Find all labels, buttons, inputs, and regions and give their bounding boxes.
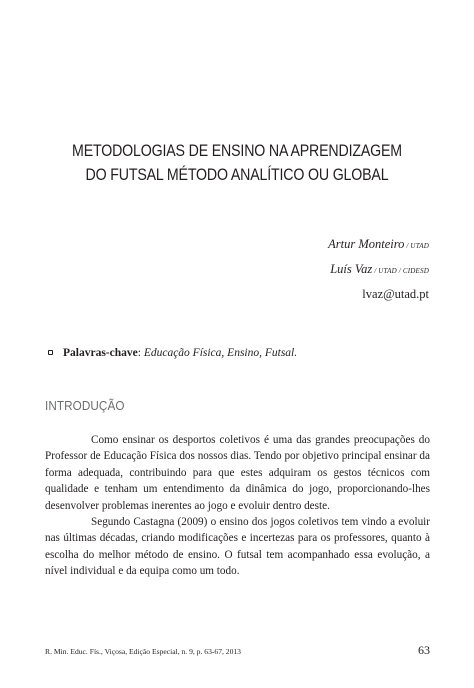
author-name: Luís Vaz [330,262,373,276]
author-email: lvaz@utad.pt [362,287,429,301]
author-line [328,233,429,258]
keywords-line [63,345,297,361]
author-affiliation: / UTAD [404,242,429,250]
body-paragraph: Como ensinar os desportos coletivos é uma das grandes preocupações do Professor de Educação Física dos nossos dias. Tendo por objetivo principal ensinar da forma adequada, contribuindo para que estes adquiram os gestos técnicos com qualidade e tenham um entendimento da dinâmica do jogo, proporcionando-lhes desenvolver problemas inerentes ao jogo e evoluir dentro deste. [45,434,430,512]
square-bullet-icon [48,350,53,355]
journal-citation: R. Min. Educ. Fís., Viçosa, Edição Especial, n. 9, p. 63-67, 2013 [45,647,241,656]
author-line [328,258,429,283]
keywords-values: Educação Física, Ensino, Futsal. [143,347,298,359]
body-paragraph: Segundo Castagna (2009) o ensino dos jogos coletivos tem vindo a evoluir nas últimas décadas, criando modificações e incertezas para os professores, quanto à escolha do melhor método de ensino. O futsal tem acompanhado essa evolução, a nível individual e da equipa como um todo. [45,516,430,578]
body-text [45,432,430,580]
keywords-label: Palavras-chave [63,347,138,359]
article-title-line-2: DO FUTSAL MÉTODO ANALÍTICO OU GLOBAL [85,166,389,184]
section-heading: INTRODUÇÃO [45,398,125,413]
page-number: 63 [418,643,430,657]
author-block [328,233,429,306]
keywords-separator: : [137,347,144,359]
article-title-line-1: METODOLOGIAS DE ENSINO NA APRENDIZAGEM [72,142,402,160]
author-affiliation: / UTAD / CIDESD [372,267,429,275]
author-name: Artur Monteiro [328,237,405,251]
article-title [68,139,407,187]
